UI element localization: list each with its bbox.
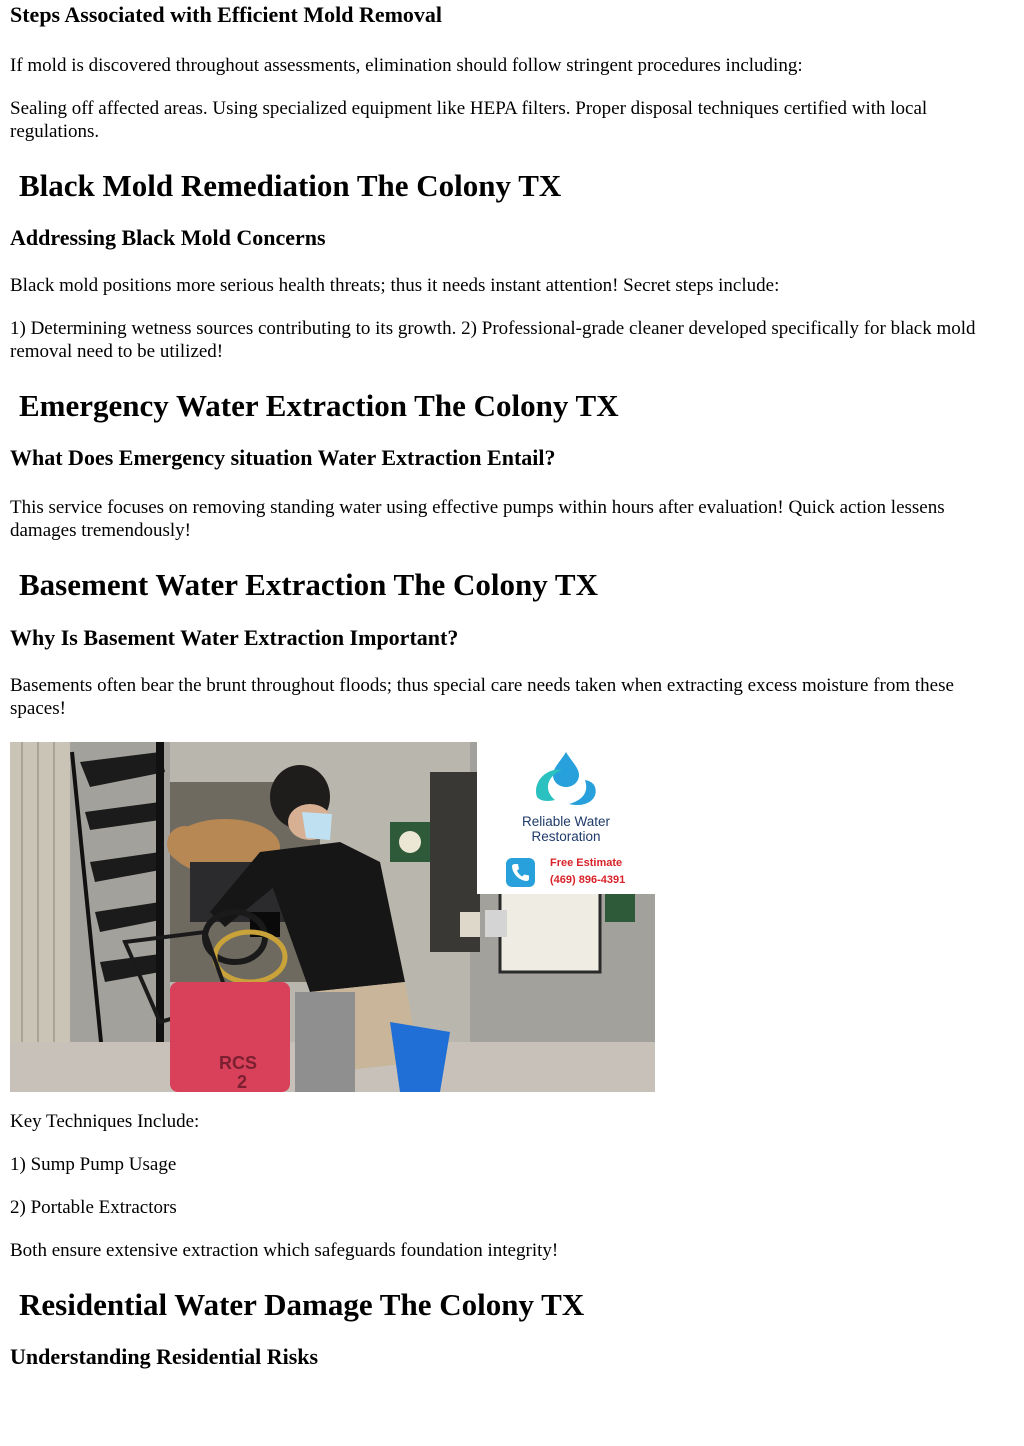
section-heading: Steps Associated with Efficient Mold Removal — [10, 2, 443, 27]
section-title: Residential Water Damage The Colony TX — [19, 1287, 585, 1322]
section-heading: What Does Emergency situation Water Extraction Entail? — [10, 445, 556, 470]
section-heading: Addressing Black Mold Concerns — [10, 225, 326, 250]
section-title: Emergency Water Extraction The Colony TX — [19, 388, 619, 423]
section-heading: Why Is Basement Water Extraction Important? — [10, 625, 459, 650]
machine-label: 2 — [237, 1072, 248, 1092]
list-item: 1) Sump Pump Usage — [10, 1154, 177, 1175]
promo-cta — [550, 855, 625, 889]
promo-brand-line: Reliable Water — [521, 814, 611, 829]
promo-card — [477, 742, 655, 894]
section-title: Basement Water Extraction The Colony TX — [19, 567, 598, 602]
list-item: 2) Portable Extractors — [10, 1197, 177, 1218]
paragraph: 1) Determining wetness sources contributing to its growth. 2) Professional-grade cleaner developed specifically for black mold removal need to be utilized! — [10, 318, 976, 362]
section-heading: Understanding Residential Risks — [10, 1344, 319, 1369]
basement-extraction-photo — [10, 742, 655, 1092]
machine-label: RCS — [219, 1053, 258, 1073]
paragraph: This service focuses on removing standing water using effective pumps within hours after evaluation! Quick action lessens damages tremendously! — [10, 497, 945, 541]
section-title: Black Mold Remediation The Colony TX — [19, 168, 562, 203]
paragraph: Both ensure extensive extraction which safeguards foundation integrity! — [10, 1240, 559, 1261]
promo-cta-line: Free Estimate — [550, 857, 623, 869]
promo-phone-number: (469) 896-4391 — [550, 874, 626, 886]
water-drop-logo-icon — [477, 742, 655, 812]
promo-brand — [477, 814, 655, 844]
article — [10, 0, 1014, 1370]
promo-brand-line: Restoration — [531, 829, 601, 844]
paragraph: Key Techniques Include: — [10, 1111, 200, 1132]
paragraph: Black mold positions more serious health threats; thus it needs instant attention! Secret steps include: — [10, 275, 780, 296]
paragraph: If mold is discovered throughout assessments, elimination should follow stringent procedures including: — [10, 55, 803, 76]
phone-icon — [506, 858, 535, 887]
paragraph: Sealing off affected areas. Using specialized equipment like HEPA filters. Proper disposal techniques certified with local regulations. — [10, 98, 928, 142]
paragraph: Basements often bear the brunt throughout floods; thus special care needs taken when extracting excess moisture from these spaces! — [10, 675, 954, 719]
